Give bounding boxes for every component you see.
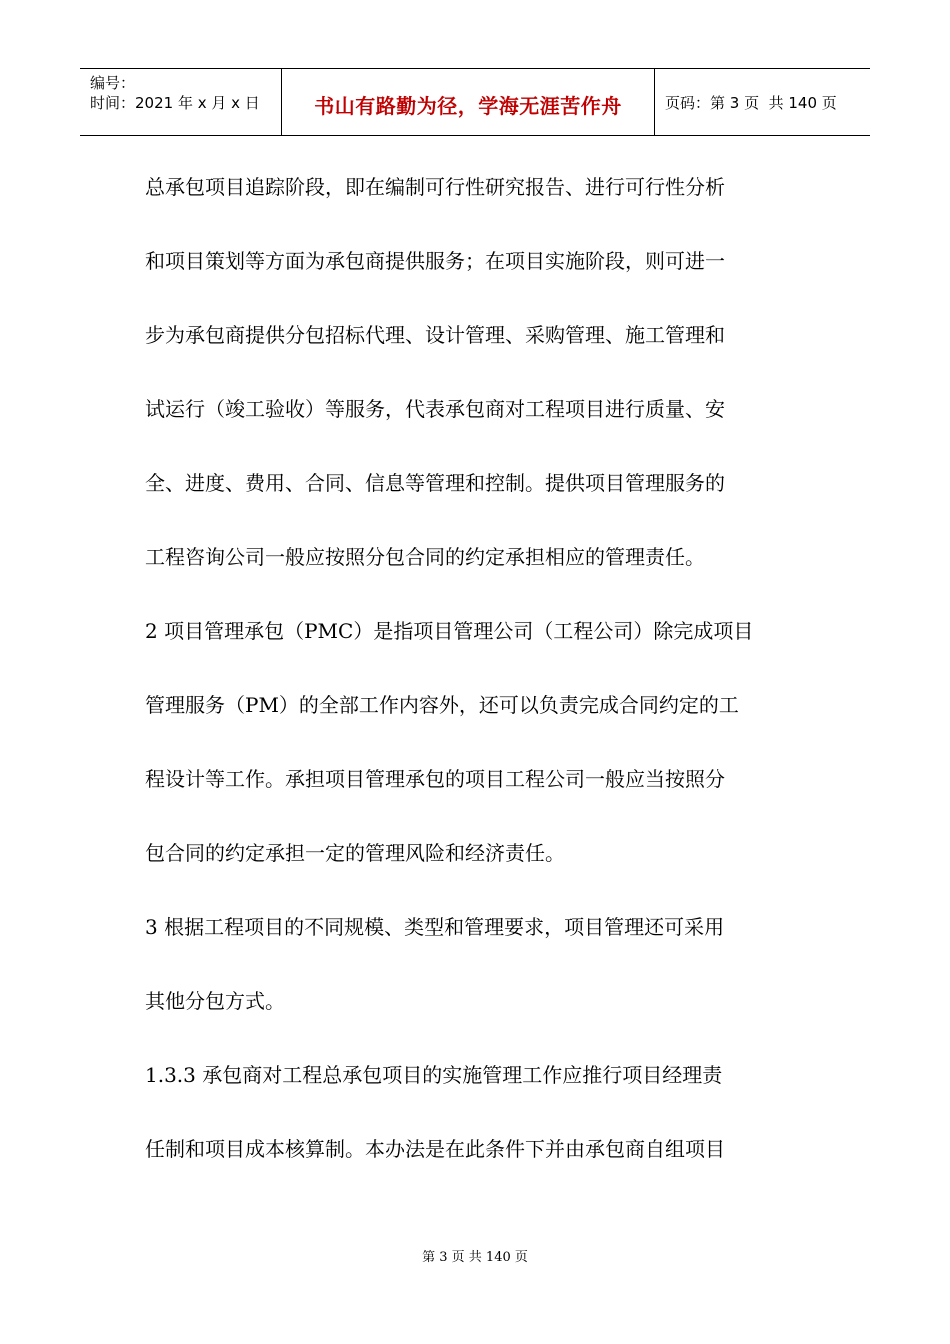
page-header [80, 68, 870, 136]
text-line: 任制和项目成本核算制。本办法是在此条件下并由承包商自组项目 [145, 1137, 725, 1161]
text-line: 包合同的约定承担一定的管理风险和经济责任。 [145, 841, 565, 865]
text-line: 其他分包方式。 [145, 989, 285, 1013]
header-motto-cell [282, 69, 655, 135]
text-line: 1.3.3 承包商对工程总承包项目的实施管理工作应推行项目经理责 [145, 1063, 723, 1087]
text-line: 程设计等工作。承担项目管理承包的项目工程公司一般应当按照分 [145, 767, 725, 791]
document-date-label: 时间：2021 年 x 月 x 日 [90, 94, 260, 112]
text-line: 试运行（竣工验收）等服务，代表承包商对工程项目进行质量、安 [145, 397, 725, 421]
text-line: 步为承包商提供分包招标代理、设计管理、采购管理、施工管理和 [145, 323, 725, 347]
text-line: 工程咨询公司一般应按照分包合同的约定承担相应的管理责任。 [145, 545, 705, 569]
document-number-label: 编号： [90, 74, 136, 92]
document-body [145, 150, 815, 1186]
header-motto: 书山有路勤为径，学海无涯苦作舟 [314, 93, 622, 118]
footer-page-number: 第 3 页 共 140 页 [422, 1250, 528, 1265]
page-footer [0, 1246, 950, 1265]
text-line: 和项目策划等方面为承包商提供服务；在项目实施阶段，则可进一 [145, 249, 725, 273]
text-line: 3 根据工程项目的不同规模、类型和管理要求，项目管理还可采用 [145, 915, 725, 939]
text-line: 管理服务（PM）的全部工作内容外，还可以负责完成合同约定的工 [145, 693, 739, 717]
text-line: 2 项目管理承包（PMC）是指项目管理公司（工程公司）除完成项目 [145, 619, 754, 643]
header-page-code: 页码：第 3 页 共 140 页 [665, 93, 837, 112]
text-line: 总承包项目追踪阶段，即在编制可行性研究报告、进行可行性分析 [145, 175, 725, 199]
header-page-cell [655, 69, 870, 135]
text-line: 全、进度、费用、合同、信息等管理和控制。提供项目管理服务的 [145, 471, 725, 495]
header-meta [80, 69, 282, 135]
